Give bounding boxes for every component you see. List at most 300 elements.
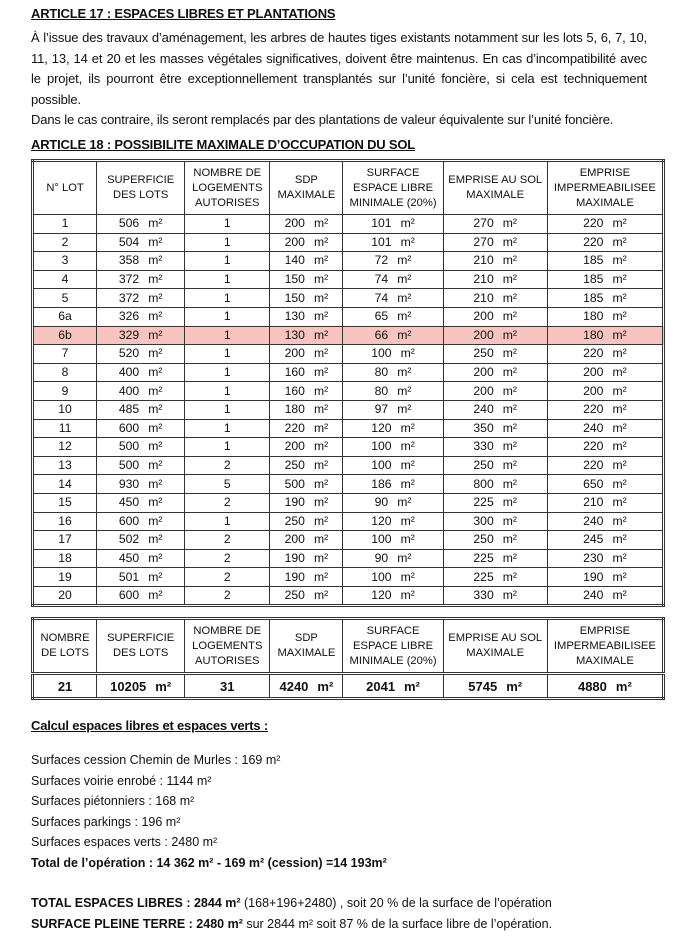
cell-value: 210	[583, 495, 604, 510]
cell-value: 240	[583, 588, 604, 603]
article-17-body	[31, 28, 647, 131]
cell-lot: 6a	[33, 307, 97, 326]
table-row	[33, 568, 664, 587]
cell-value: 502	[118, 532, 140, 547]
cell-emprise-imp	[547, 419, 663, 438]
table-row	[33, 419, 664, 438]
unit: m²	[397, 402, 412, 417]
cell-value: 66	[374, 327, 389, 342]
cell-value: 200	[284, 439, 305, 454]
cell-value: 400	[118, 383, 140, 398]
cell-value: 90	[374, 495, 389, 510]
article-17-title: ARTICLE 17 : ESPACES LIBRES ET PLANTATIONS	[31, 6, 336, 21]
unit: m²	[502, 216, 517, 231]
cell-lot: 10	[33, 400, 97, 419]
cell-value: 270	[473, 234, 494, 249]
article-17-paragraph-1: À l’issue des travaux d’aménagement, les arbres de hautes tiges existants notamment sur les lots 5, 6, 7, 10, 11, 13, 14 et 20 et les masses végétales significatives, doivent être maintenus. En cas d’incompatibilité avec le projet, ils pourront être exceptionnellement transplantés sur l’unité foncière, si cela est techniquement possible.	[31, 30, 647, 107]
cell-value: 97	[374, 402, 389, 417]
unit: m²	[502, 550, 517, 565]
cell-lot: 2	[33, 233, 97, 252]
total-emprise-imp	[547, 674, 663, 699]
total-lots: 21	[33, 674, 97, 699]
cell-lot: 6b	[33, 326, 97, 345]
unit: m²	[502, 476, 517, 491]
unit: m²	[148, 216, 163, 231]
cell-superficie	[97, 549, 185, 568]
cell-superficie	[97, 307, 185, 326]
calcul-value: 169 m²	[241, 753, 281, 767]
cell-lot: 1	[33, 215, 97, 234]
header-emprise-sol: EMPRISE AU SOL MAXIMALE	[443, 161, 547, 215]
cell-value: 185	[583, 272, 604, 287]
cell-value: 400	[118, 365, 140, 380]
cell-sdp	[270, 215, 343, 234]
cell-emprise-imp	[547, 438, 663, 457]
cell-lot: 20	[33, 586, 97, 606]
table-row	[33, 270, 664, 289]
cell-logements: 1	[185, 270, 270, 289]
calcul-label: Surfaces espaces verts :	[31, 835, 172, 849]
cell-superficie	[97, 363, 185, 382]
cell-sdp	[270, 400, 343, 419]
unit: m²	[397, 495, 412, 510]
calcul-label: Surfaces voirie enrobé :	[31, 773, 167, 788]
calcul-list	[31, 750, 552, 934]
cell-lot: 16	[33, 512, 97, 531]
unit: m²	[615, 678, 632, 694]
unit: m²	[502, 513, 517, 528]
unit: m²	[400, 216, 415, 231]
totals-table	[31, 617, 665, 700]
unit: m²	[502, 327, 517, 342]
unit: m²	[148, 234, 163, 249]
cell-sdp	[270, 512, 343, 531]
cell-value: 200	[473, 327, 494, 342]
unit: m²	[612, 476, 627, 491]
unit: m²	[313, 569, 329, 584]
cell-value: 250	[284, 458, 305, 473]
cell-superficie	[97, 512, 185, 531]
cell-emprise-sol	[443, 252, 547, 271]
cell-value: 100	[371, 439, 392, 454]
cell-emprise-imp	[547, 345, 663, 364]
unit: m²	[148, 588, 163, 603]
unit: m²	[400, 234, 415, 249]
cell-logements: 1	[185, 289, 270, 308]
unit: m²	[400, 346, 415, 361]
unit: m²	[502, 569, 517, 584]
unit: m²	[148, 272, 163, 287]
cell-espace-libre	[343, 586, 443, 606]
total-espaces-libres-label: TOTAL ESPACES LIBRES : 2844 m²	[31, 896, 241, 910]
total-operation: Total de l’opération : 14 362 m² - 169 m² (cession) =14 193m²	[31, 855, 387, 870]
cell-superficie	[97, 586, 185, 606]
header-logements: NOMBRE DE LOGEMENTS AUTORISES	[185, 619, 270, 674]
total-superficie-value: 10205	[110, 678, 147, 694]
cell-value: 329	[118, 327, 140, 342]
unit: m²	[502, 234, 517, 249]
cell-value: 300	[473, 513, 494, 528]
article-17-paragraph-2: Dans le cas contraire, ils seront remplacés par des plantations de valeur équivalente sur l’unité foncière.	[31, 112, 614, 127]
cell-espace-libre	[343, 512, 443, 531]
header-emprise-sol: EMPRISE AU SOL MAXIMALE	[443, 619, 547, 674]
calcul-value: 2480 m²	[171, 835, 218, 849]
cell-espace-libre	[343, 233, 443, 252]
cell-value: 500	[118, 458, 140, 473]
cell-logements: 1	[185, 382, 270, 401]
cell-sdp	[270, 568, 343, 587]
unit: m²	[313, 309, 329, 324]
cell-sdp	[270, 586, 343, 606]
cell-espace-libre	[343, 531, 443, 550]
cell-emprise-sol	[443, 270, 547, 289]
table-row	[33, 215, 664, 234]
cell-emprise-sol	[443, 363, 547, 382]
unit: m²	[148, 476, 163, 491]
cell-value: 220	[583, 402, 604, 417]
cell-logements: 1	[185, 215, 270, 234]
cell-emprise-imp	[547, 233, 663, 252]
table-row	[33, 252, 664, 271]
cell-value: 200	[473, 309, 494, 324]
cell-value: 200	[583, 383, 604, 398]
cell-emprise-sol	[443, 475, 547, 494]
header-espace-libre: SURFACE ESPACE LIBRE MINIMALE (20%)	[343, 619, 443, 674]
cell-superficie	[97, 326, 185, 345]
calcul-label: Surfaces cession Chemin de Murles :	[31, 753, 242, 767]
cell-value: 120	[371, 588, 392, 603]
cell-logements: 2	[185, 456, 270, 475]
cell-logements: 2	[185, 568, 270, 587]
cell-emprise-imp	[547, 363, 663, 382]
cell-emprise-sol	[443, 289, 547, 308]
cell-value: 330	[473, 588, 494, 603]
cell-value: 220	[583, 346, 604, 361]
cell-value: 225	[473, 550, 494, 565]
cell-value: 800	[473, 476, 494, 491]
cell-emprise-sol	[443, 549, 547, 568]
cell-emprise-sol	[443, 512, 547, 531]
cell-value: 130	[284, 327, 305, 342]
cell-value: 506	[118, 216, 140, 231]
table-row	[33, 400, 664, 419]
cell-value: 74	[374, 272, 389, 287]
cell-emprise-imp	[547, 512, 663, 531]
cell-logements: 1	[185, 307, 270, 326]
cell-espace-libre	[343, 568, 443, 587]
unit: m²	[313, 234, 329, 249]
cell-lot: 18	[33, 549, 97, 568]
cell-logements: 1	[185, 363, 270, 382]
cell-emprise-sol	[443, 215, 547, 234]
cell-value: 250	[284, 588, 305, 603]
calcul-line-parkings	[31, 812, 552, 833]
cell-value: 101	[371, 216, 392, 231]
cell-emprise-sol	[443, 568, 547, 587]
unit: m²	[506, 678, 523, 694]
cell-value: 210	[473, 290, 494, 305]
cell-value: 220	[284, 420, 305, 435]
totals-row	[33, 674, 664, 699]
calcul-title: Calcul espaces libres et espaces verts :	[31, 718, 268, 733]
total-emprise-sol	[443, 674, 547, 699]
cell-value: 250	[473, 532, 494, 547]
cell-superficie	[97, 382, 185, 401]
cell-value: 185	[583, 290, 604, 305]
cell-superficie	[97, 419, 185, 438]
unit: m²	[397, 309, 412, 324]
cell-lot: 11	[33, 419, 97, 438]
cell-espace-libre	[343, 215, 443, 234]
cell-value: 600	[118, 513, 140, 528]
cell-emprise-imp	[547, 586, 663, 606]
unit: m²	[612, 569, 627, 584]
table-row	[33, 233, 664, 252]
cell-sdp	[270, 549, 343, 568]
unit: m²	[313, 513, 329, 528]
calcul-line-cession	[31, 750, 552, 771]
cell-value: 250	[473, 346, 494, 361]
cell-espace-libre	[343, 549, 443, 568]
total-espace-libre	[343, 674, 443, 699]
unit: m²	[400, 476, 415, 491]
cell-emprise-imp	[547, 475, 663, 494]
unit: m²	[148, 420, 163, 435]
cell-value: 74	[374, 290, 389, 305]
unit: m²	[612, 346, 627, 361]
unit: m²	[400, 532, 415, 547]
total-logements: 31	[185, 674, 270, 699]
cell-espace-libre	[343, 270, 443, 289]
unit: m²	[313, 532, 329, 547]
cell-sdp	[270, 438, 343, 457]
cell-lot: 15	[33, 493, 97, 512]
unit: m²	[148, 365, 163, 380]
cell-sdp	[270, 345, 343, 364]
unit: m²	[313, 272, 329, 287]
unit: m²	[313, 346, 329, 361]
cell-value: 200	[284, 532, 305, 547]
unit: m²	[612, 272, 627, 287]
cell-lot: 19	[33, 568, 97, 587]
cell-value: 358	[118, 253, 140, 268]
unit: m²	[148, 550, 163, 565]
header-nombre-lots: NOMBRE DE LOTS	[33, 619, 97, 674]
unit: m²	[502, 253, 517, 268]
cell-superficie	[97, 270, 185, 289]
cell-value: 140	[284, 253, 305, 268]
cell-espace-libre	[343, 363, 443, 382]
calcul-line-pietonniers	[31, 791, 552, 812]
cell-emprise-imp	[547, 270, 663, 289]
cell-value: 100	[371, 458, 392, 473]
cell-value: 326	[118, 309, 140, 324]
cell-emprise-sol	[443, 586, 547, 606]
unit: m²	[612, 513, 627, 528]
unit: m²	[313, 439, 329, 454]
unit: m²	[313, 253, 329, 268]
cell-value: 180	[583, 309, 604, 324]
unit: m²	[502, 495, 517, 510]
cell-espace-libre	[343, 475, 443, 494]
cell-emprise-imp	[547, 326, 663, 345]
cell-emprise-sol	[443, 531, 547, 550]
table-row	[33, 531, 664, 550]
cell-sdp	[270, 382, 343, 401]
unit: m²	[502, 439, 517, 454]
cell-superficie	[97, 568, 185, 587]
cell-value: 450	[118, 495, 140, 510]
cell-espace-libre	[343, 307, 443, 326]
cell-value: 220	[583, 458, 604, 473]
cell-emprise-sol	[443, 438, 547, 457]
cell-superficie	[97, 233, 185, 252]
cell-emprise-imp	[547, 215, 663, 234]
cell-logements: 1	[185, 419, 270, 438]
cell-value: 330	[473, 439, 494, 454]
header-logements: NOMBRE DE LOGEMENTS AUTORISES	[185, 161, 270, 215]
cell-value: 100	[371, 569, 392, 584]
cell-superficie	[97, 289, 185, 308]
cell-value: 160	[284, 365, 305, 380]
cell-value: 72	[374, 253, 389, 268]
cell-value: 245	[583, 532, 604, 547]
cell-emprise-imp	[547, 307, 663, 326]
table-row	[33, 475, 664, 494]
cell-value: 240	[583, 420, 604, 435]
calcul-label: Surfaces piétonniers :	[31, 794, 156, 808]
cell-value: 100	[371, 346, 392, 361]
cell-value: 200	[473, 383, 494, 398]
table-row	[33, 382, 664, 401]
cell-sdp	[270, 252, 343, 271]
cell-value: 190	[284, 550, 305, 565]
cell-espace-libre	[343, 345, 443, 364]
unit: m²	[502, 588, 517, 603]
cell-value: 600	[118, 588, 140, 603]
cell-lot: 5	[33, 289, 97, 308]
unit: m²	[317, 678, 334, 694]
cell-value: 350	[473, 420, 494, 435]
table-row	[33, 438, 664, 457]
article-18-title: ARTICLE 18 : POSSIBILITE MAXIMALE D’OCCUPATION DU SOL	[31, 137, 415, 152]
cell-value: 250	[284, 513, 305, 528]
cell-value: 225	[473, 495, 494, 510]
cell-sdp	[270, 456, 343, 475]
cell-emprise-sol	[443, 345, 547, 364]
unit: m²	[502, 365, 517, 380]
cell-emprise-imp	[547, 493, 663, 512]
cell-superficie	[97, 475, 185, 494]
surface-pleine-terre-label: SURFACE PLEINE TERRE : 2480 m²	[31, 916, 243, 931]
cell-lot: 8	[33, 363, 97, 382]
unit: m²	[148, 402, 163, 417]
total-sdp-value: 4240	[279, 678, 309, 694]
total-emprise-imp-value: 4880	[577, 678, 607, 694]
cell-value: 485	[118, 402, 140, 417]
table-row	[33, 586, 664, 606]
header-emprise-imp: EMPRISE IMPERMEABILISEE MAXIMALE	[547, 619, 663, 674]
total-espaces-libres-detail: (168+196+2480) , soit 20 % de la surface de l’opération	[240, 896, 552, 910]
unit: m²	[612, 402, 627, 417]
cell-value: 230	[583, 550, 604, 565]
cell-value: 372	[118, 290, 140, 305]
cell-logements: 1	[185, 400, 270, 419]
unit: m²	[313, 290, 329, 305]
cell-superficie	[97, 438, 185, 457]
unit: m²	[148, 439, 163, 454]
unit: m²	[313, 458, 329, 473]
cell-emprise-sol	[443, 326, 547, 345]
cell-value: 190	[284, 495, 305, 510]
unit: m²	[400, 588, 415, 603]
unit: m²	[502, 272, 517, 287]
cell-value: 520	[118, 346, 140, 361]
unit: m²	[397, 550, 412, 565]
unit: m²	[612, 290, 627, 305]
unit: m²	[313, 420, 329, 435]
unit: m²	[313, 550, 329, 565]
calcul-value: 196 m²	[141, 814, 181, 829]
unit: m²	[313, 402, 329, 417]
cell-value: 200	[583, 365, 604, 380]
unit: m²	[313, 327, 329, 342]
cell-logements: 1	[185, 326, 270, 345]
calcul-label: Surfaces parkings :	[31, 814, 142, 829]
surface-pleine-terre	[31, 914, 552, 935]
cell-superficie	[97, 252, 185, 271]
unit: m²	[400, 569, 415, 584]
cell-sdp	[270, 363, 343, 382]
cell-value: 220	[583, 216, 604, 231]
unit: m²	[397, 253, 412, 268]
cell-espace-libre	[343, 382, 443, 401]
unit: m²	[612, 216, 627, 231]
lots-table-header	[33, 161, 664, 215]
lots-table	[31, 159, 665, 607]
unit: m²	[313, 216, 329, 231]
cell-value: 500	[118, 439, 140, 454]
cell-lot: 12	[33, 438, 97, 457]
cell-lot: 17	[33, 531, 97, 550]
header-espace-libre: SURFACE ESPACE LIBRE MINIMALE (20%)	[343, 161, 443, 215]
cell-value: 185	[583, 253, 604, 268]
unit: m²	[502, 458, 517, 473]
unit: m²	[313, 383, 329, 398]
cell-espace-libre	[343, 289, 443, 308]
cell-sdp	[270, 326, 343, 345]
unit: m²	[148, 532, 163, 547]
table-row	[33, 345, 664, 364]
unit: m²	[313, 365, 329, 380]
cell-sdp	[270, 307, 343, 326]
table-row	[33, 307, 664, 326]
cell-value: 200	[473, 365, 494, 380]
header-lot: N° LOT	[33, 161, 97, 215]
cell-logements: 2	[185, 549, 270, 568]
unit: m²	[612, 495, 627, 510]
cell-value: 190	[284, 569, 305, 584]
cell-logements: 2	[185, 493, 270, 512]
unit: m²	[397, 272, 412, 287]
header-sdp: SDP MAXIMALE	[270, 161, 343, 215]
table-row	[33, 363, 664, 382]
cell-lot: 14	[33, 475, 97, 494]
unit: m²	[155, 678, 172, 694]
cell-value: 120	[371, 513, 392, 528]
cell-emprise-imp	[547, 549, 663, 568]
cell-value: 450	[118, 550, 140, 565]
